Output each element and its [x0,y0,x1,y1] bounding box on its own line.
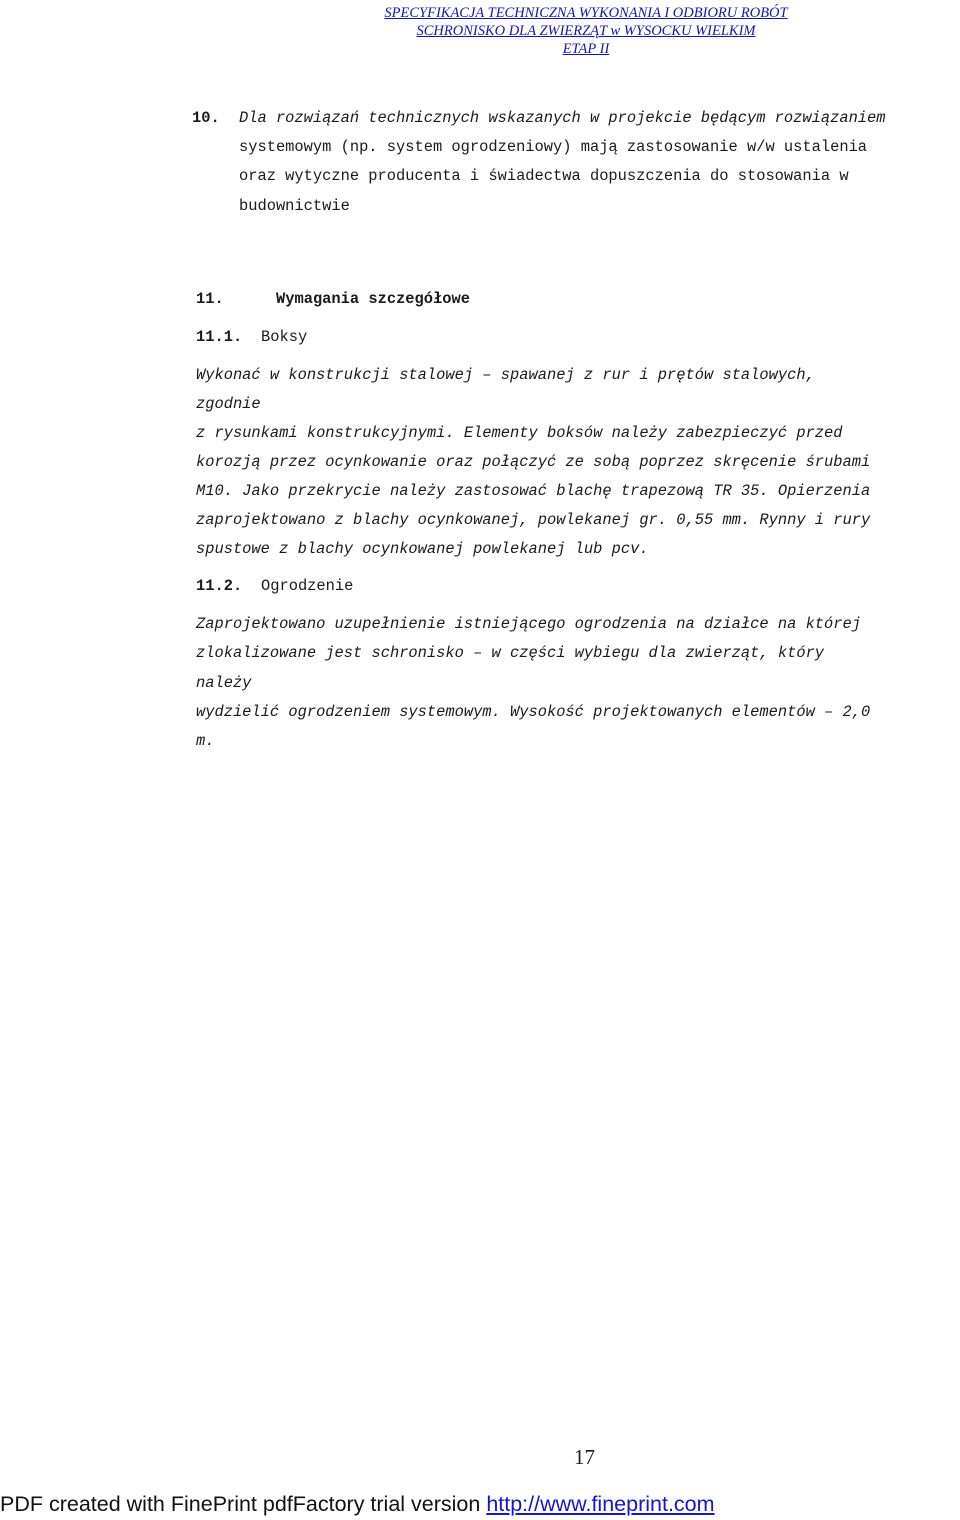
subsection-11-1-title: Boksy [261,328,308,346]
paragraph-line: Wykonać w konstrukcji stalowej – spawanej z rur i prętów stalowych, [196,366,815,384]
footer-link[interactable]: http://www.fineprint.com [486,1492,715,1516]
paragraph-line: wydzielić ogrodzeniem systemowym. Wysokość projektowanych elementów – 2,0 [196,703,871,721]
paragraph-line: zgodnie [196,395,261,413]
page-number: 17 [574,1445,595,1469]
footer-text: PDF created with FinePrint pdfFactory trial version [0,1492,487,1516]
paragraph-line: m. [196,732,215,750]
paragraph-line: korozją przez ocynkowanie oraz połączyć ze sobą poprzez skręcenie śrubami [196,453,871,471]
section-11-title: Wymagania szczegółowe [276,290,470,308]
paragraph-line: spustowe z blachy ocynkowanej powlekanej lub pcv. [196,540,649,558]
item-10-line: budownictwie [239,197,350,215]
item-10-number: 10. [192,109,220,127]
paragraph-line: zaprojektowano z blachy ocynkowanej, powlekanej gr. 0,55 mm. Rynny i rury [196,511,871,529]
item-10-line: systemowym (np. system ogrodzeniowy) mają zastosowanie w/w ustalenia [239,138,868,156]
subsection-11-2-number: 11.2. [196,577,243,595]
item-10-line: oraz wytyczne producenta i świadectwa dopuszczenia do stosowania w [239,167,849,185]
pdf-footer [0,1490,715,1518]
item-10-line: Dla rozwiązań technicznych wskazanych w projekcie będącym rozwiązaniem [239,109,886,127]
paragraph-line: należy [196,674,252,692]
header-line-2: SCHRONISKO DLA ZWIERZĄT w WYSOCKU WIELKIM [416,23,756,39]
subsection-11-2-title: Ogrodzenie [261,577,354,595]
paragraph-line: z rysunkami konstrukcyjnymi. Elementy boksów należy zabezpieczyć przed [196,424,843,442]
paragraph-line: Zaprojektowano uzupełnienie istniejącego ogrodzenia na działce na której [196,615,861,633]
section-11-number: 11. [196,290,224,308]
subsection-11-1-number: 11.1. [196,328,243,346]
header-line-1: SPECYFIKACJA TECHNICZNA WYKONANIA I ODBIORU ROBÓT [384,5,788,21]
paragraph-line: M10. Jako przekrycie należy zastosować blachę trapezową TR 35. Opierzenia [196,482,871,500]
document-header [0,4,960,58]
header-line-3: ETAP II [562,41,610,57]
paragraph-line: zlokalizowane jest schronisko – w części wybiegu dla zwierząt, który [196,644,825,662]
